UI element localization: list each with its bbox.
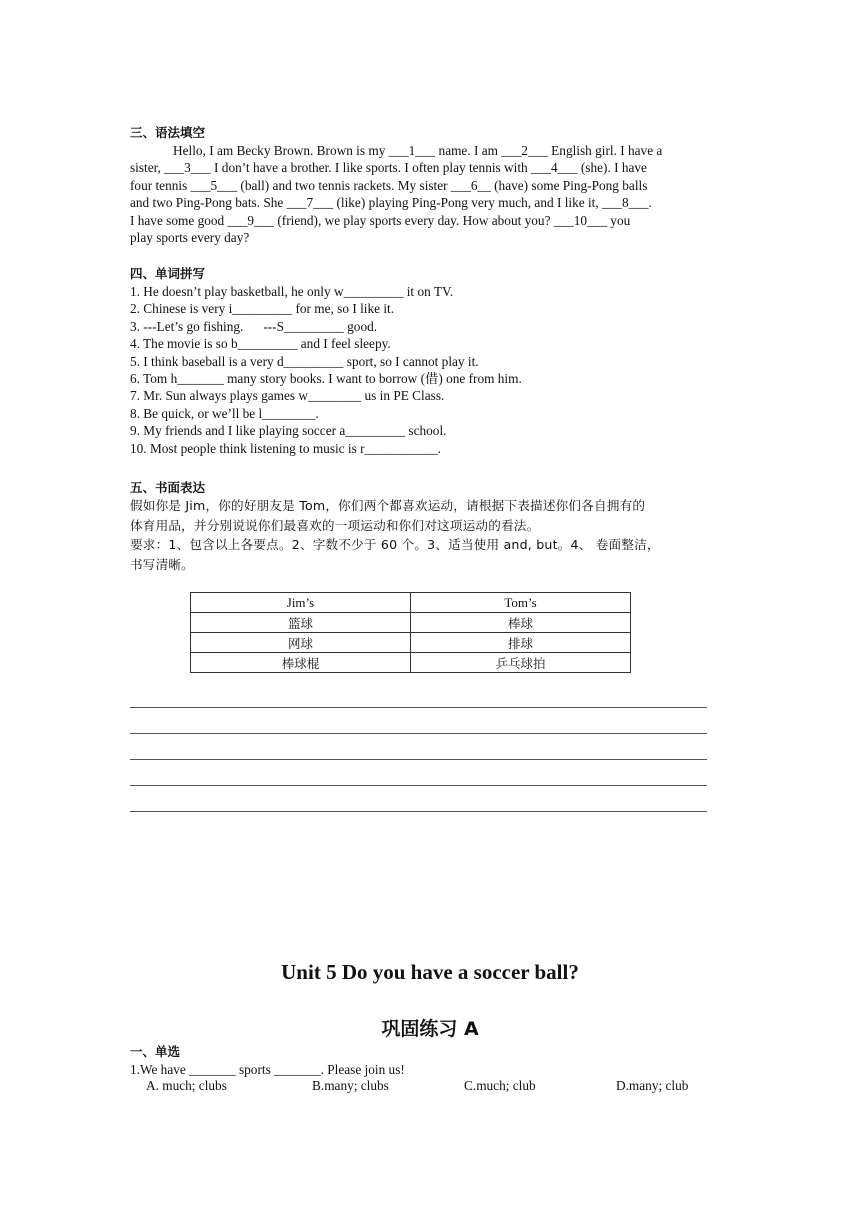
table-row [191, 633, 631, 653]
prompt-line: 书写清晰。 [130, 556, 194, 572]
spelling-item: 2. Chinese is very i_________ for me, so I like it. [130, 301, 395, 317]
table-cell: 篮球 [191, 613, 411, 633]
table-cell: 乒乓球拍 [411, 653, 631, 673]
table-cell: 排球 [411, 633, 631, 653]
spelling-list [130, 283, 730, 457]
writing-prompt [130, 496, 735, 574]
practice-title: 巩固练习 A [381, 1018, 479, 1040]
section3-heading: 三、语法填空 [130, 125, 206, 140]
question-text: 1.We have _______ sports _______. Please join us! [130, 1062, 405, 1077]
writing-line[interactable] [130, 733, 707, 734]
section4-heading: 四、单词拼写 [130, 266, 206, 281]
prompt-line: 体育用品，并分别说说你们最喜欢的一项运动和你们对这项运动的看法。 [130, 517, 540, 533]
section1-heading: 一、单选 [130, 1044, 181, 1059]
table-cell: 棒球 [411, 613, 631, 633]
table-row [191, 653, 631, 673]
spelling-item: 7. Mr. Sun always plays games w________ us in PE Class. [130, 388, 445, 404]
spelling-item: 6. Tom h_______ many story books. I want to borrow (借) one from him. [130, 371, 522, 387]
section3-passage [130, 142, 730, 246]
table-cell: 棒球棍 [191, 653, 411, 673]
writing-line[interactable] [130, 759, 707, 760]
prompt-line: 要求：1、包含以上各要点。2、字数不少于 60 个。3、适当使用 and, but。4、 卷面整洁， [130, 537, 660, 552]
passage-line: Hello, I am Becky Brown. Brown is my ___1___ name. I am ___2___ English girl. I have a [173, 143, 663, 158]
table-header-tom: Tom’s [411, 593, 631, 613]
sports-items-table [190, 592, 631, 673]
spelling-item: 8. Be quick, or we’ll be l________. [130, 405, 319, 421]
writing-line[interactable] [130, 811, 707, 812]
table-cell: 网球 [191, 633, 411, 653]
writing-line[interactable] [130, 785, 707, 786]
spelling-item: 5. I think baseball is a very d_________ sport, so I cannot play it. [130, 353, 479, 369]
passage-line: I have some good ___9___ (friend), we play sports every day. How about you? ___10___ you [130, 212, 631, 228]
passage-line: and two Ping-Pong bats. She ___7___ (like) playing Ping-Pong very much, and I like it, ___8___. [130, 195, 652, 211]
passage-line: sister, ___3___ I don’t have a brother. I like sports. I often play tennis with ___4___ (she). I have [130, 160, 647, 176]
spelling-item: 4. The movie is so b_________ and I feel sleepy. [130, 336, 391, 352]
spelling-item: 1. He doesn’t play basketball, he only w_________ it on TV. [130, 284, 454, 299]
table-header-jim: Jim’s [191, 593, 411, 613]
unit-title: Unit 5 Do you have a soccer ball? [281, 960, 579, 984]
passage-line: play sports every day? [130, 230, 250, 246]
spelling-item: 9. My friends and I like playing soccer a_________ school. [130, 423, 447, 439]
passage-line: four tennis ___5___ (ball) and two tennis rackets. My sister ___6__ (have) some Ping-Pong balls [130, 177, 648, 193]
option-d: D.many; club [616, 1078, 689, 1093]
option-a: A. much; clubs [146, 1078, 227, 1093]
section5-heading: 五、书面表达 [130, 480, 206, 495]
table-header-row [191, 593, 631, 613]
spelling-item: 10. Most people think listening to music is r___________. [130, 440, 441, 456]
table-row [191, 613, 631, 633]
prompt-line: 假如你是 Jim，你的好朋友是 Tom，你们两个都喜欢运动，请根据下表描述你们各自拥有的 [130, 498, 646, 513]
option-c: C.much; club [464, 1078, 536, 1093]
spelling-item: 3. ---Let’s go fishing. ---S_________ good. [130, 318, 378, 334]
option-b: B.many; clubs [312, 1078, 389, 1093]
writing-line[interactable] [130, 707, 707, 708]
